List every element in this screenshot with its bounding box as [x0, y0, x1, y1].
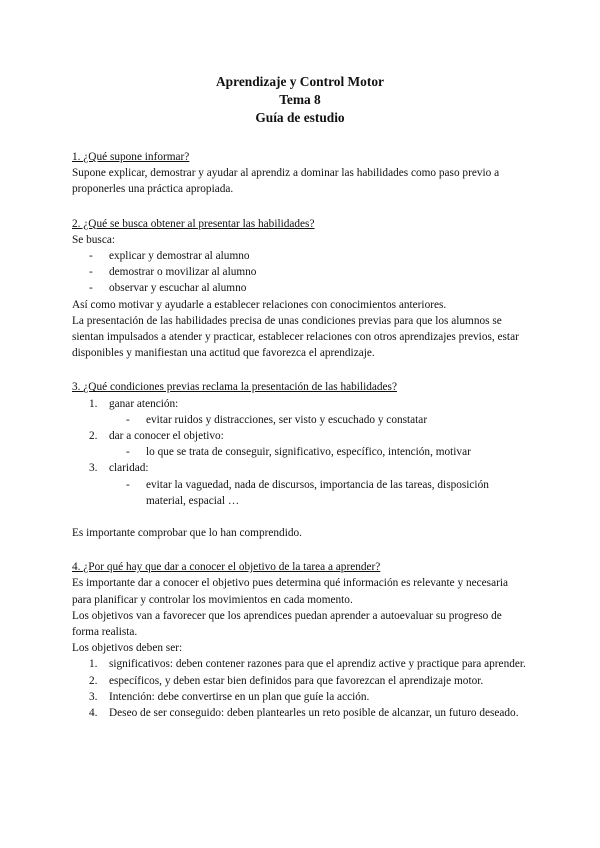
list-item: 1. significativos: deben contener razones para que el aprendiz active y practique para aprender.: [89, 658, 526, 671]
question-4: 4. ¿Por qué hay que dar a conocer el objetivo de la tarea a aprender?: [72, 561, 381, 574]
section-2: [72, 216, 528, 362]
list-item: 1. ganar atención: - evitar ruidos y distracciones, ser visto y escuchado y constatar: [72, 396, 528, 428]
list-item: - demostrar o movilizar al alumno: [89, 266, 257, 279]
document-title: [72, 73, 528, 127]
list-item: 2. específicos, y deben estar bien definidos para que favorezcan el aprendizaje motor.: [89, 674, 484, 687]
list-item: 3. Intención: debe convertirse en un plan que guíe la acción.: [89, 690, 370, 703]
list-item: - observar y escuchar al alumno: [89, 282, 247, 295]
sub-list: [109, 477, 528, 509]
sub-list: [109, 444, 528, 460]
numbered-list: [72, 656, 528, 721]
question-2: 2. ¿Qué se busca obtener al presentar las habilidades?: [72, 217, 315, 230]
topic-title: Tema 8: [279, 92, 321, 107]
list-item: - explicar y demostrar al alumno: [89, 250, 250, 263]
question-1: 1. ¿Qué supone informar?: [72, 151, 190, 163]
intro-2: Se busca:: [72, 233, 115, 246]
paragraph: Los objetivos van a favorecer que los aprendices puedan aprender a autoevaluar su progreso de forma realista.: [72, 609, 502, 639]
dash-list: [72, 248, 528, 297]
sub-list: [109, 412, 528, 428]
list-item: 4. Deseo de ser conseguido: deben plantearles un reto posible de alcanzar, un futuro deseado.: [89, 707, 519, 720]
sub-item: - lo que se trata de conseguir, significativo, específico, intención, motivar: [126, 446, 471, 459]
paragraph: Es importante dar a conocer el objetivo pues determina qué información es relevante y necesaria para planificar y controlar los movimientos en cada momento.: [72, 577, 509, 606]
paragraph: Los objetivos deben ser:: [72, 642, 183, 655]
course-title: Aprendizaje y Control Motor: [216, 74, 384, 89]
section-1: [72, 149, 528, 198]
answer-1: Supone explicar, demostrar y ayudar al aprendiz a dominar las habilidades como paso previo a proponerles una práctica apropiada.: [72, 167, 500, 196]
list-item: 3. claridad: - evitar la vaguedad, nada de discursos, importancia de las tareas, disposición material, espacial …: [72, 460, 528, 509]
guide-title: Guía de estudio: [255, 110, 345, 125]
numbered-list: [72, 396, 528, 509]
question-3: 3. ¿Qué condiciones previas reclama la presentación de las habilidades?: [72, 381, 397, 394]
section-3: [72, 379, 528, 541]
section-4: [72, 559, 528, 721]
note-3: Es importante comprobar que lo han comprendido.: [72, 527, 302, 540]
paragraph: Así como motivar y ayudarle a establecer relaciones con conocimientos anteriores.: [72, 298, 447, 311]
list-item: 2. dar a conocer el objetivo: - lo que se trata de conseguir, significativo, específico, intención, motivar: [72, 428, 528, 460]
paragraph: La presentación de las habilidades precisa de unas condiciones previas para que los alumnos se sientan impulsados a atender y practicar, establecer relaciones con otros aprendizajes previos, estar disponibles y manifiestan una actitud que favorezca el aprendizaje.: [72, 314, 519, 360]
sub-item: - evitar la vaguedad, nada de discursos, importancia de las tareas, disposición material, espacial …: [126, 478, 489, 507]
sub-item: - evitar ruidos y distracciones, ser visto y escuchado y constatar: [126, 413, 428, 426]
